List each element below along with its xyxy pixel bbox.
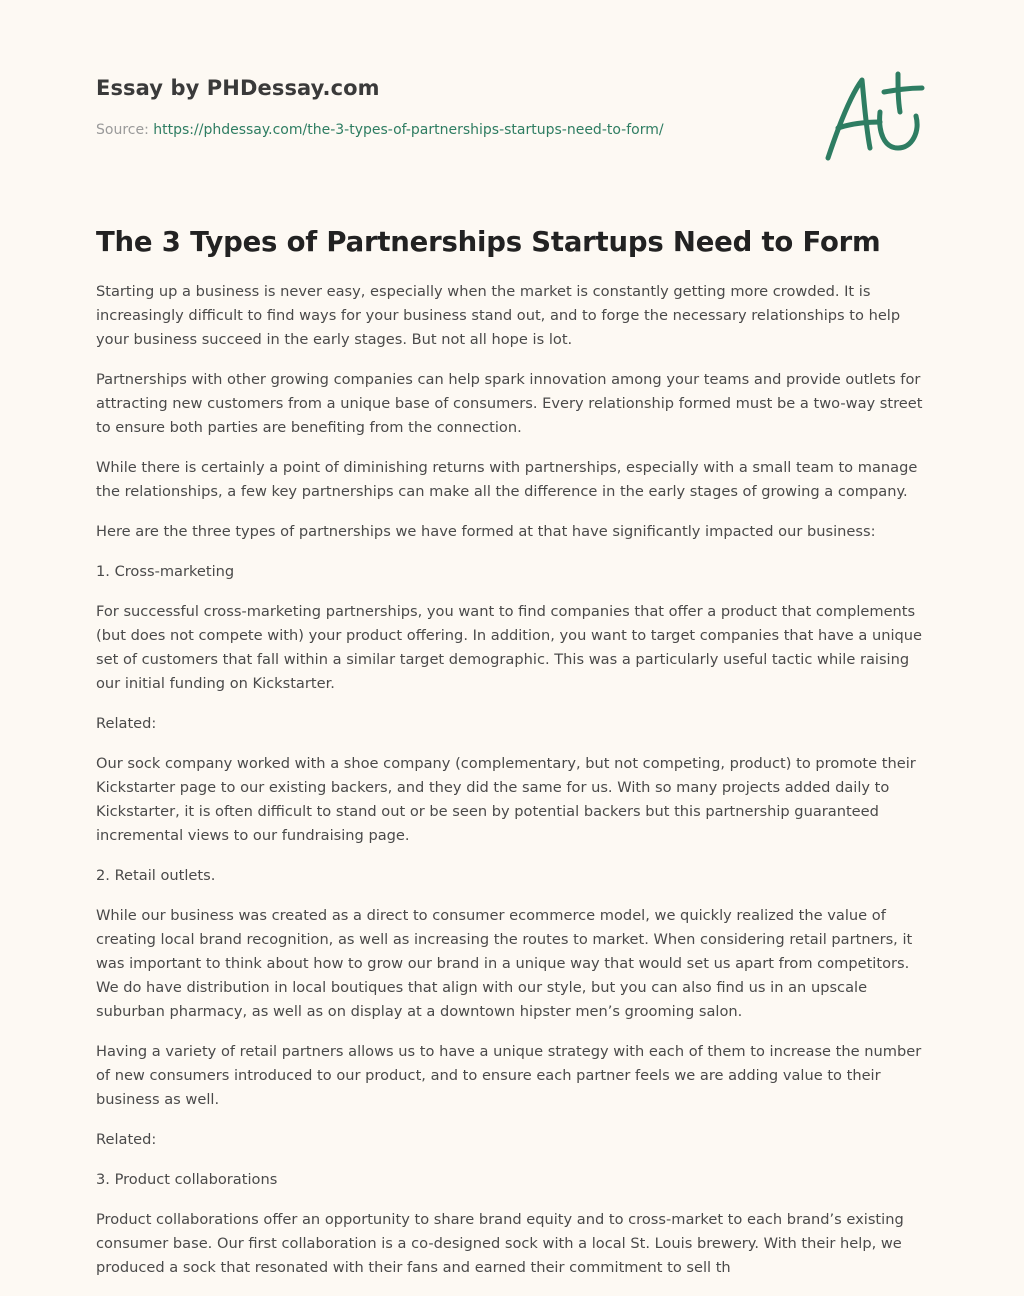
paragraph: Having a variety of retail partners allows us to have a unique strategy with each of them to increase the number of new consumers introduced to our product, and to ensure each partner feels we are adding value to their business as well.: [96, 1043, 922, 1108]
paragraph: While our business was created as a direct to consumer ecommerce model, we quickly realized the value of creating local brand recognition, as well as increasing the routes to market. When considering retail partners, it was important to think about how to grow our brand in a unique way that would set us apart from competitors. We do have distribution in local boutiques that align with our style, but you can also find us in an upscale suburban pharmacy, as well as on display at a downtown hipster men’s grooming salon.: [96, 907, 913, 1020]
paragraph: While there is certainly a point of diminishing returns with partnerships, especially with a small team to manage the relationships, a few key partnerships can make all the difference in the early stages of growing a company.: [96, 459, 918, 500]
site-title: Essay by PHDessay.com: [96, 76, 380, 100]
paragraph: Partnerships with other growing companies can help spark innovation among your teams and provide outlets for attracting new customers from a unique base of consumers. Every relationship formed must be a two-way street to ensure both parties are benefiting from the connection.: [96, 371, 923, 436]
source-label: Source:: [96, 122, 149, 138]
paragraph: Our sock company worked with a shoe company (complementary, but not competing, product) to promote their Kickstarter page to our existing backers, and they did the same for us. With so many projects added daily to Kickstarter, it is often difficult to stand out or be seen by potential backers but this partnership guaranteed incremental views to our fundraising page.: [96, 755, 916, 844]
article: [96, 226, 930, 1296]
source-line: [96, 122, 796, 138]
page-header: [96, 76, 796, 138]
paragraph: Here are the three types of partnerships we have formed at that have significantly impacted our business:: [96, 523, 876, 540]
paragraph: For successful cross-marketing partnerships, you want to find companies that offer a product that complements (but does not compete with) your product offering. In addition, you want to target companies that have a unique set of customers that fall within a similar target demographic. This was a particularly useful tactic while raising our initial funding on Kickstarter.: [96, 603, 923, 692]
paragraph-intro: Starting up a business is never easy, especially when the market is constantly getting more crowded. It is increasingly difficult to find ways for your business stand out, and to forge the necessary relationships to help your business succeed in the early stages. But not all hope is lot.: [96, 283, 901, 348]
related-label: Related:: [96, 715, 157, 732]
article-title: The 3 Types of Partnerships Startups Need to Form: [96, 226, 881, 258]
paragraph: Product collaborations offer an opportunity to share brand equity and to cross-market to each brand’s existing consumer base. Our first collaboration is a co-designed sock with a local St. Louis brewery. With their help, we produced a sock that resonated with their fans and earned their commitment to sell th: [96, 1211, 904, 1276]
section-heading-product-collaborations: 3. Product collaborations: [96, 1171, 278, 1188]
related-label: Related:: [96, 1131, 157, 1148]
a-plus-logo-icon: [820, 66, 930, 166]
section-heading-cross-marketing: 1. Cross-marketing: [96, 563, 235, 580]
section-heading-retail-outlets: 2. Retail outlets.: [96, 867, 216, 884]
source-link[interactable]: https://phdessay.com/the-3-types-of-partnerships-startups-need-to-form/: [153, 122, 664, 138]
